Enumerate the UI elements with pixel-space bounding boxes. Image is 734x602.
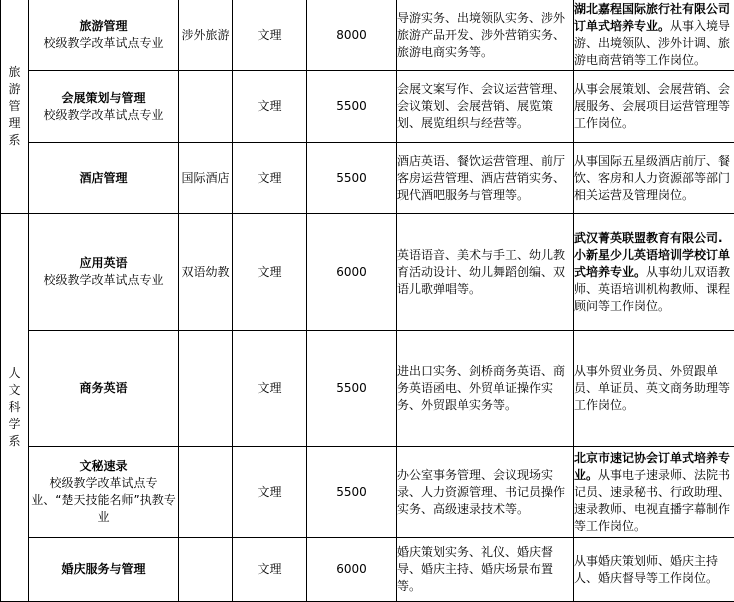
department-cell: [1, 0, 29, 214]
subject-cell: 文理: [233, 71, 307, 143]
dept-char: 旅: [8, 65, 21, 79]
table-row: [1, 71, 734, 143]
subject-cell: 文理: [233, 447, 307, 538]
major-name: 商务英语: [79, 381, 128, 395]
major-cell: [29, 331, 179, 447]
fee-cell: 5500: [307, 143, 397, 214]
major-cell: [29, 447, 179, 538]
major-name: 酒店管理: [79, 170, 128, 185]
direction-cell: [179, 447, 233, 538]
fee-cell: 5500: [307, 447, 397, 538]
dept-char: 系: [8, 133, 21, 147]
job-highlight: 湖北嘉程国际旅行社有限公司订单式培养专业。: [574, 2, 731, 33]
fee-cell: 6000: [307, 214, 397, 331]
subject-cell: 文理: [233, 214, 307, 331]
fee-cell: 5500: [307, 331, 397, 447]
table-row: [1, 331, 734, 447]
dept-char: 管: [8, 99, 21, 113]
subject-cell: 文理: [233, 143, 307, 214]
subject-cell: 文理: [233, 0, 307, 71]
table-row: [1, 214, 734, 331]
job-text: 从事婚庆策划师、婚庆主持人、婚庆督导等工作岗位。: [574, 553, 719, 585]
job-cell: [574, 71, 734, 143]
dept-char: 科: [8, 400, 21, 414]
job-text: 从事幼儿双语教师、英语培训机构教师、课程顾问等工作岗位。: [574, 264, 731, 313]
table-row: [1, 0, 734, 71]
courses-cell: 进出口实务、剑桥商务英语、商务英语函电、外贸单证操作实务、外贸跟单实务等。: [397, 331, 574, 447]
direction-cell: 涉外旅游: [179, 0, 233, 71]
major-note: 校级教学改革试点专业: [43, 107, 164, 122]
job-text: 从事会展策划、会展营销、会展服务、会展项目运营管理等工作岗位。: [574, 82, 731, 130]
direction-cell: [179, 538, 233, 602]
major-name: 旅游管理: [79, 19, 128, 33]
job-cell: [574, 447, 734, 538]
dept-char: 游: [8, 82, 21, 96]
direction-cell: [179, 71, 233, 143]
dept-char: 人: [8, 366, 21, 380]
job-text: 从事电子速录师、法院书记员、速录秘书、行政助理、速录教师、电视直播字幕制作等工作岗位。: [574, 467, 731, 533]
major-cell: [29, 538, 179, 602]
dept-char: 理: [8, 116, 21, 130]
fee-cell: 6000: [307, 538, 397, 602]
job-text: 从事外贸业务员、外贸跟单员、单证员、英文商务助理等工作岗位。: [574, 364, 731, 412]
major-cell: [29, 0, 179, 71]
major-name: 婚庆服务与管理: [61, 562, 146, 576]
job-highlight: 武汉菁英联盟教育有限公司.小新星少儿英语培训学校订单式培养专业。: [574, 230, 731, 279]
major-note: 校级教学改革试点专业、“楚天技能名师”执教专业: [31, 476, 176, 524]
major-cell: [29, 214, 179, 331]
major-name: 文秘速录: [79, 459, 128, 473]
courses-cell: 会展文案写作、会议运营管理、会议策划、会展营销、展览策划、展览组织与经营等。: [397, 71, 574, 143]
courses-cell: 婚庆策划实务、礼仪、婚庆督导、婚庆主持、婚庆场景布置等。: [397, 538, 574, 602]
major-name: 应用英语: [79, 256, 128, 270]
courses-cell: 酒店英语、餐饮运营管理、前厅客房运营管理、酒店营销实务、现代酒吧服务与管理等。: [397, 143, 574, 214]
courses-cell: 英语语音、美术与手工、幼儿教育活动设计、幼儿舞蹈创编、双语儿歌弹唱等。: [397, 214, 574, 331]
major-cell: [29, 143, 179, 214]
major-cell: [29, 71, 179, 143]
major-name: 会展策划与管理: [61, 90, 146, 105]
direction-cell: [179, 331, 233, 447]
subject-cell: 文理: [233, 331, 307, 447]
job-cell: [574, 538, 734, 602]
table-row: [1, 447, 734, 538]
major-note: 校级教学改革试点专业: [43, 36, 164, 50]
fee-cell: 8000: [307, 0, 397, 71]
direction-cell: 双语幼教: [179, 214, 233, 331]
job-highlight: 北京市速记协会订单式培养专业。: [574, 450, 731, 482]
job-text: 从事入境导游、出境领队、涉外计调、旅游电商营销等工作岗位。: [574, 19, 731, 67]
direction-cell: 国际酒店: [179, 143, 233, 214]
courses-cell: 导游实务、出境领队实务、涉外旅游产品开发、涉外营销实务、旅游电商实务等。: [397, 0, 574, 71]
job-cell: [574, 0, 734, 71]
courses-cell: 办公室事务管理、会议现场实录、人力资源管理、书记员操作实务、高级速录技术等。: [397, 447, 574, 538]
job-text: 从事国际五星级酒店前厅、餐饮、客房和人力资源部等部门相关运营及管理岗位。: [574, 153, 731, 202]
table-row: [1, 538, 734, 602]
department-cell: [1, 214, 29, 602]
job-cell: [574, 214, 734, 331]
table-row: [1, 143, 734, 214]
job-cell: [574, 143, 734, 214]
dept-char: 系: [8, 434, 21, 448]
dept-char: 学: [8, 417, 21, 431]
job-cell: [574, 331, 734, 447]
dept-char: 文: [8, 383, 21, 397]
major-note: 校级教学改革试点专业: [43, 273, 164, 287]
subject-cell: 文理: [233, 538, 307, 602]
fee-cell: 5500: [307, 71, 397, 143]
